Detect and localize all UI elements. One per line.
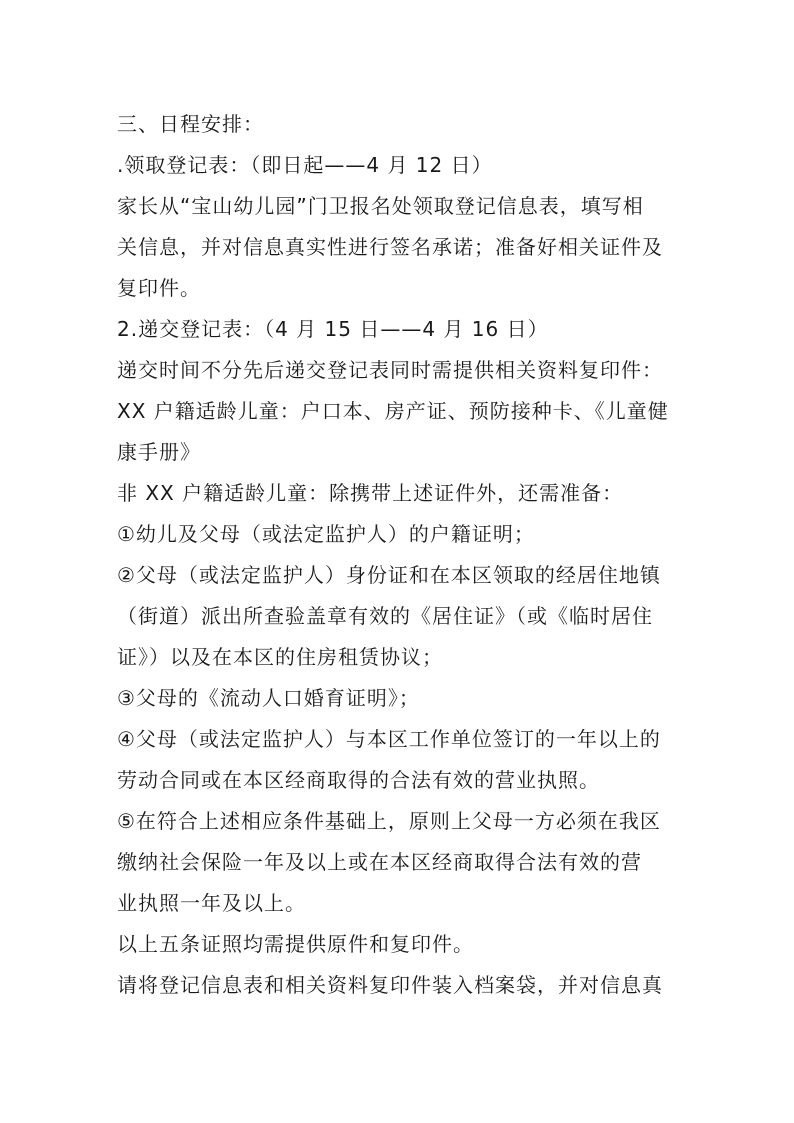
list-item-5: ⑤在符合上述相应条件基础上，原则上父母一方必须在我区 — [117, 809, 661, 833]
paragraph-line: 递交时间不分先后递交登记表同时需提供相关资料复印件： — [117, 358, 663, 382]
step-1-heading: .领取登记表：（即日起——4 月 12 日） — [117, 153, 493, 177]
paragraph-line: 关信息，并对信息真实性进行签名承诺；准备好相关证件及 — [117, 235, 663, 259]
paragraph-line: 请将登记信息表和相关资料复印件装入档案袋，并对信息真 — [117, 973, 663, 997]
paragraph-line: 非 XX 户籍适龄儿童：除携带上述证件外，还需准备： — [117, 481, 624, 505]
list-item-1: ①幼儿及父母（或法定监护人）的户籍证明； — [117, 522, 535, 546]
list-item-2-cont: （街道）派出所查验盖章有效的《居住证》（或《临时居住 — [117, 604, 653, 628]
document-body — [117, 104, 697, 1006]
paragraph-line: 以上五条证照均需提供原件和复印件。 — [117, 932, 474, 956]
list-item-5-cont: 业执照一年及以上。 — [117, 891, 306, 915]
paragraph-line: XX 户籍适龄儿童：户口本、房产证、预防接种卡、《儿童健 — [117, 399, 669, 423]
list-item-4: ④父母（或法定监护人）与本区工作单位签订的一年以上的 — [117, 727, 661, 751]
list-item-2-cont: 证》）以及在本区的住房租赁协议； — [117, 645, 443, 669]
step-2-heading: 2.递交登记表：（4 月 15 日——4 月 16 日） — [117, 317, 549, 341]
list-item-2: ②父母（或法定监护人）身份证和在本区领取的经居住地镇 — [117, 563, 661, 587]
list-item-3: ③父母的《流动人口婚育证明》； — [117, 686, 420, 710]
list-item-4-cont: 劳动合同或在本区经商取得的合法有效的营业执照。 — [117, 768, 600, 792]
paragraph-line: 康手册》 — [117, 440, 201, 464]
paragraph-line: 家长从“宝山幼儿园”门卫报名处领取登记信息表，填写相 — [117, 194, 644, 218]
section-heading: 三、日程安排： — [117, 112, 264, 136]
list-item-5-cont: 缴纳社会保险一年及以上或在本区经商取得合法有效的营 — [117, 850, 642, 874]
paragraph-line: 复印件。 — [117, 276, 201, 300]
